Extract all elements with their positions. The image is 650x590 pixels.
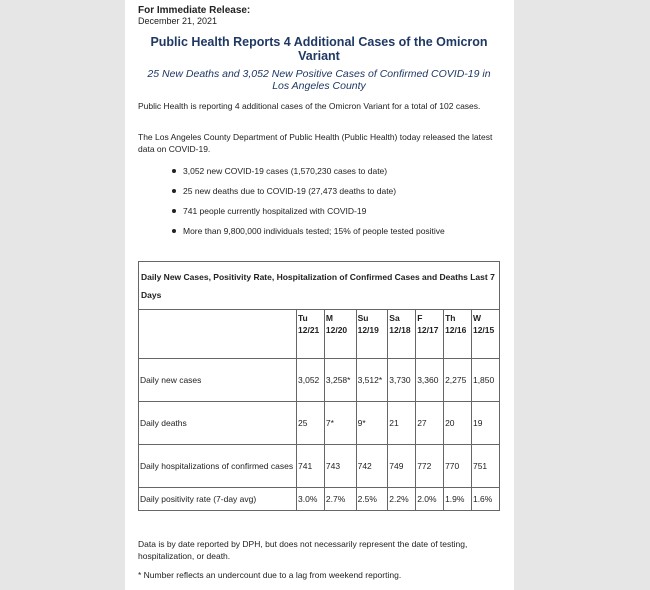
column-day: W bbox=[472, 313, 481, 323]
column-header bbox=[324, 310, 356, 359]
key-stats-list bbox=[138, 166, 503, 246]
column-header bbox=[297, 310, 325, 359]
table-cell: 2.7% bbox=[324, 488, 356, 511]
column-date: 12/21 bbox=[298, 325, 320, 335]
column-day: Th bbox=[445, 313, 456, 323]
table-cell: 2.5% bbox=[356, 488, 388, 511]
column-day: Su bbox=[357, 313, 369, 323]
column-date: 12/20 bbox=[325, 325, 348, 335]
column-header bbox=[471, 310, 499, 359]
list-item: 741 people currently hospitalized with COVID-19 bbox=[183, 206, 503, 216]
table-cell: 3,512* bbox=[356, 359, 388, 402]
table-cell: 2.2% bbox=[388, 488, 416, 511]
table-cell: 749 bbox=[388, 445, 416, 488]
release-label: For Immediate Release: bbox=[138, 5, 251, 16]
table-cell: 742 bbox=[356, 445, 388, 488]
table-cell: 743 bbox=[324, 445, 356, 488]
column-header bbox=[356, 310, 388, 359]
table-cell: 7* bbox=[324, 402, 356, 445]
column-day: M bbox=[325, 313, 333, 323]
list-item: More than 9,800,000 individuals tested; 15% of people tested positive bbox=[183, 226, 503, 236]
column-day: F bbox=[417, 313, 423, 323]
table-row bbox=[139, 488, 500, 511]
last-7-days-table bbox=[138, 261, 500, 511]
table-cell: 770 bbox=[444, 445, 472, 488]
table-header-row bbox=[139, 310, 500, 359]
table-cell: 741 bbox=[297, 445, 325, 488]
column-date: 12/18 bbox=[389, 325, 411, 335]
column-header bbox=[416, 310, 444, 359]
row-label: Daily deaths bbox=[139, 402, 297, 445]
table-cell: 27 bbox=[416, 402, 444, 445]
row-label: Daily hospitalizations of confirmed cases bbox=[139, 445, 297, 488]
table-cell: 3,360 bbox=[416, 359, 444, 402]
column-date: 12/19 bbox=[357, 325, 379, 335]
table-row bbox=[139, 359, 500, 402]
table-caption: Daily New Cases, Positivity Rate, Hospitalization of Confirmed Cases and Deaths Last 7 Days bbox=[139, 262, 500, 310]
undercount-footnote: * Number reflects an undercount due to a lag from weekend reporting. bbox=[138, 570, 402, 580]
table-cell: 3,730 bbox=[388, 359, 416, 402]
header-empty-cell bbox=[139, 310, 297, 359]
column-date: 12/15 bbox=[472, 325, 495, 335]
table-row bbox=[139, 445, 500, 488]
column-header bbox=[388, 310, 416, 359]
table-cell: 3,258* bbox=[324, 359, 356, 402]
table-cell: 2,275 bbox=[444, 359, 472, 402]
column-day: Tu bbox=[298, 313, 308, 323]
row-label: Daily positivity rate (7-day avg) bbox=[139, 488, 297, 511]
table-cell: 1.9% bbox=[444, 488, 472, 511]
column-date: 12/17 bbox=[417, 325, 439, 335]
table-cell: 21 bbox=[388, 402, 416, 445]
table-cell: 1.6% bbox=[471, 488, 499, 511]
press-release-page bbox=[125, 0, 514, 590]
subheadline: 25 New Deaths and 3,052 New Positive Cases of Confirmed COVID-19 in Los Angeles County bbox=[147, 68, 491, 92]
row-label: Daily new cases bbox=[139, 359, 297, 402]
table-cell: 25 bbox=[297, 402, 325, 445]
table-cell: 3,052 bbox=[297, 359, 325, 402]
column-header bbox=[444, 310, 472, 359]
table-cell: 772 bbox=[416, 445, 444, 488]
table-cell: 19 bbox=[471, 402, 499, 445]
table-cell: 751 bbox=[471, 445, 499, 488]
table-row bbox=[139, 402, 500, 445]
intro-paragraph: Public Health is reporting 4 additional cases of the Omicron Variant for a total of 102 cases. bbox=[138, 101, 481, 111]
list-item: 25 new deaths due to COVID-19 (27,473 deaths to date) bbox=[183, 186, 503, 196]
table-cell: 3.0% bbox=[297, 488, 325, 511]
table-cell: 2.0% bbox=[416, 488, 444, 511]
data-release-paragraph: The Los Angeles County Department of Public Health (Public Health) today released the latest data on COVID-19. bbox=[138, 132, 493, 154]
column-date: 12/16 bbox=[445, 325, 467, 335]
list-item: 3,052 new COVID-19 cases (1,570,230 cases to date) bbox=[183, 166, 503, 176]
table-cell: 9* bbox=[356, 402, 388, 445]
table-cell: 20 bbox=[444, 402, 472, 445]
column-day: Sa bbox=[389, 313, 400, 323]
headline: Public Health Reports 4 Additional Cases of the Omicron Variant bbox=[150, 35, 488, 63]
table-cell: 1,850 bbox=[471, 359, 499, 402]
release-date: December 21, 2021 bbox=[138, 16, 218, 26]
data-source-note: Data is by date reported by DPH, but does not necessarily represent the date of testing, hospitalization, or death. bbox=[138, 539, 468, 561]
table-caption-row bbox=[139, 262, 500, 310]
